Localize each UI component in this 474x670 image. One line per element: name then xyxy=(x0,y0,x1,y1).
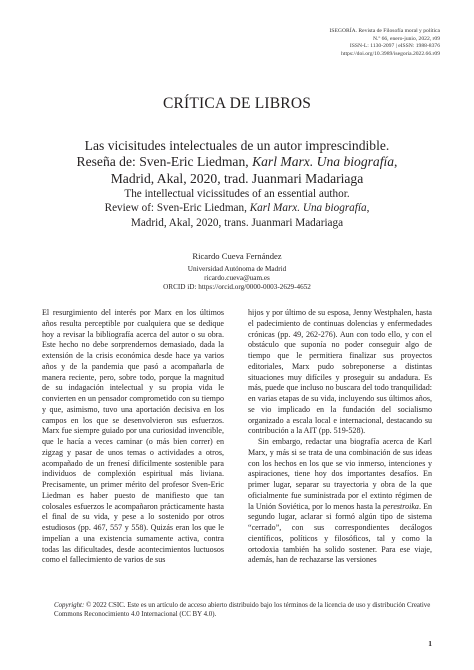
paragraph-2 xyxy=(248,437,432,566)
author-orcid[interactable]: ORCID iD: https://orcid.org/0000-0003-2629-4652 xyxy=(163,283,311,291)
title-en-line-1: The intellectual vicissitudes of an essential author. xyxy=(124,188,350,200)
title-es-line-3: Madrid, Akal, 2020, trad. Juanmari Madariaga xyxy=(110,170,364,186)
journal-issue: N.º 66, enero-junio, 2022, r09 xyxy=(373,35,440,42)
body-column-left xyxy=(42,308,224,566)
paragraph-2-start: Sin embargo, redactar una biografía acerca de Karl Marx, y más si se trata de una combinación de sus ideas con los hechos en los que se vio inmerso, intenciones y aspiraciones, tiene hoy dos importantes desafíos. En primer lugar, separar su trayectoria y obra de la que oficialmente fue suministrada por el extinto régimen de la Unión Soviética, por lo menos hasta la xyxy=(248,437,432,511)
title-en-line-3: Madrid, Akal, 2020, trans. Juanmari Madariaga xyxy=(130,216,344,229)
author-email[interactable]: ricardo.cueva@uam.es xyxy=(204,274,270,282)
page-number: 1 xyxy=(428,639,432,648)
article-title-spanish xyxy=(40,138,434,187)
title-es-line-2-start: Reseña de: Sven-Eric Liedman, xyxy=(76,154,253,170)
journal-name: ISEGORÍA. Revista de Filosofía moral y política xyxy=(329,28,440,34)
copyright-notice xyxy=(54,601,432,620)
paragraph-2-italic-term: perestroika xyxy=(382,501,419,511)
title-en-comma: , xyxy=(366,202,370,215)
author-affiliation: Universidad Autónoma de Madrid xyxy=(187,265,287,273)
paragraph-1-continued: hijos y por último de su esposa, Jenny Westphalen, hasta el padecimiento de continuas dolencias y enfermedades crónicas (pp. 49, 262-276). Aun con todo ello, y con el obstáculo que suponía no poder conseguir algo de tiempo que le permitiera finalizar sus proyectos editoriales, Marx pudo sobreponerse a distintas situaciones muy difíciles y proseguir su andadura. Es más, puede que incluso no buscara del todo tranquilidad: en varias etapas de su vida, incluyendo sus últimos años, se vio implicado en la fundación del socialismo organizado a escala local e internacional, destacando su contribución a la AIT (pp. 519-528). xyxy=(248,308,432,436)
title-es-line-1: Las vicisitudes intelectuales de un autor imprescindible. xyxy=(84,138,390,153)
article-title-english xyxy=(40,187,434,230)
title-en-book-title: Karl Marx. Una biografía xyxy=(249,202,367,215)
paragraph-1: El resurgimiento del interés por Marx en los últimos años resulta perceptible por cualquiera que se dedique hoy a revisar la bibliografía acerca del autor o su obra. Este hecho no debe sorprendernos demasiado, dada la extensión de la crisis económica desde hace ya varios años y de la pandemia que pasó a acompañarla de manera reciente, pero, sobre todo, porque la magnitud de su indagación intelectual y su propia vida le convierten en un pensador comprometido con su tiempo y que, asimismo, tuvo una aportación decisiva en los campos en los que se desenvolvieron sus esfuerzos. Marx fue siempre guiado por una curiosidad invencible, que le hacía a veces caminar (o más bien correr) en zigzag y pasar de unos temas o actividades a otros, acompañado de un frenesí difícilmente sostenible para individuos de complexión espiritual más liviana. Precisamente, un primer mérito del profesor Sven-Eric Liedman es haber puesto de manifiesto que tan colosales esfuerzos le acompañaron prácticamente hasta el final de su vida, y pese a lo sostenido por otros estudiosos (pp. 467, 557 y 558). Quizás eran los que le impelían a una existencia sumamente activa, contra todas las dificultades, desde acontecimientos luctuosos como el fallecimiento de varios de sus xyxy=(42,308,224,565)
journal-header xyxy=(330,28,440,58)
journal-doi[interactable]: https://doi.org/10.3989/isegoria.2022.66.r09 xyxy=(341,50,440,57)
journal-issn: ISSN-L: 1130-2097 | eISSN: 1988-8376 xyxy=(349,43,440,50)
paragraph-2-end: . En segundo lugar, aclarar si formó algún tipo de sistema “cerrado”, con sus correspondientes decálogos científicos, políticos y filosóficos, tal y como la ortodoxia también ha solido sostener. Para ese viaje, además, han de rechazarse las versiones xyxy=(248,501,433,565)
copyright-text: © 2022 CSIC. Este es un artículo de acceso abierto distribuido bajo los términos de la licencia de uso y distribución Creative Commons Reconocimiento 4.0 Internacional (CC BY 4.0). xyxy=(54,602,431,619)
title-es-book-title: Karl Marx. Una biografía xyxy=(252,154,395,170)
title-es-comma: , xyxy=(394,154,398,170)
title-en-line-2-start: Review of: Sven-Eric Liedman, xyxy=(104,202,250,215)
author-block xyxy=(0,250,474,292)
author-name: Ricardo Cueva Fernández xyxy=(192,251,282,261)
title-es-line-2 xyxy=(40,154,434,170)
body-column-right xyxy=(248,308,432,566)
title-en-line-2 xyxy=(40,201,434,215)
copyright-label: Copyright: xyxy=(54,602,85,609)
section-title: CRÍTICA DE LIBROS xyxy=(162,95,312,112)
